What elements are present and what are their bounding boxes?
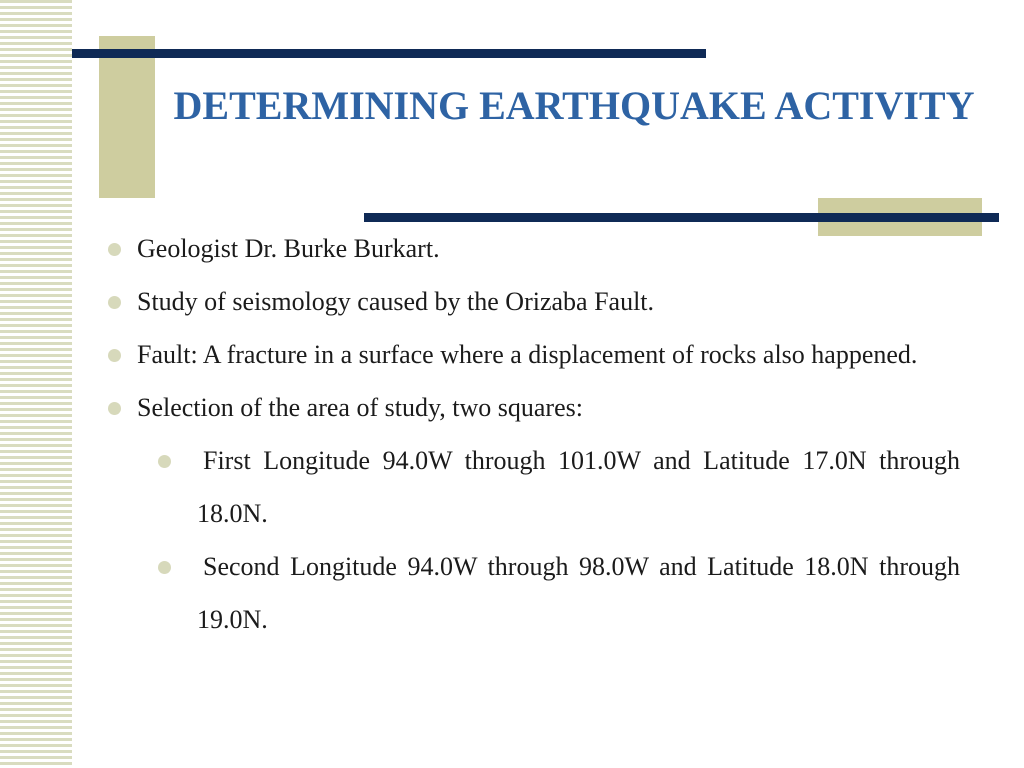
bullet-dot-icon (158, 561, 171, 574)
bullet-text: First Longitude 94.0W through 101.0W and Latitude 17.0N through 18.0N. (197, 446, 960, 528)
tan-accent-block-top (99, 36, 155, 198)
sub-bullet-item-second-square (100, 540, 960, 646)
bullet-item-fault-definition (100, 328, 960, 381)
bullet-list (100, 222, 960, 646)
bullet-item-geologist (100, 222, 960, 275)
bullet-text: Selection of the area of study, two squares: (137, 393, 583, 422)
striped-margin-decoration (0, 0, 72, 768)
bullet-dot-icon (108, 349, 121, 362)
navy-rule-bottom (364, 213, 999, 222)
bullet-text: Fault: A fracture in a surface where a displacement of rocks also happened. (137, 340, 918, 369)
bullet-text: Second Longitude 94.0W through 98.0W and Latitude 18.0N through 19.0N. (197, 552, 960, 634)
bullet-dot-icon (108, 296, 121, 309)
bullet-dot-icon (108, 402, 121, 415)
bullet-item-area-selection (100, 381, 960, 434)
bullet-dot-icon (108, 243, 121, 256)
slide-title: DETERMINING EARTHQUAKE ACTIVITY (173, 83, 975, 128)
sub-bullet-item-first-square (100, 434, 960, 540)
bullet-item-study (100, 275, 960, 328)
bullet-text: Geologist Dr. Burke Burkart. (137, 234, 440, 263)
bullet-dot-icon (158, 455, 171, 468)
bullet-text: Study of seismology caused by the Orizaba Fault. (137, 287, 655, 316)
navy-rule-top (72, 49, 706, 58)
